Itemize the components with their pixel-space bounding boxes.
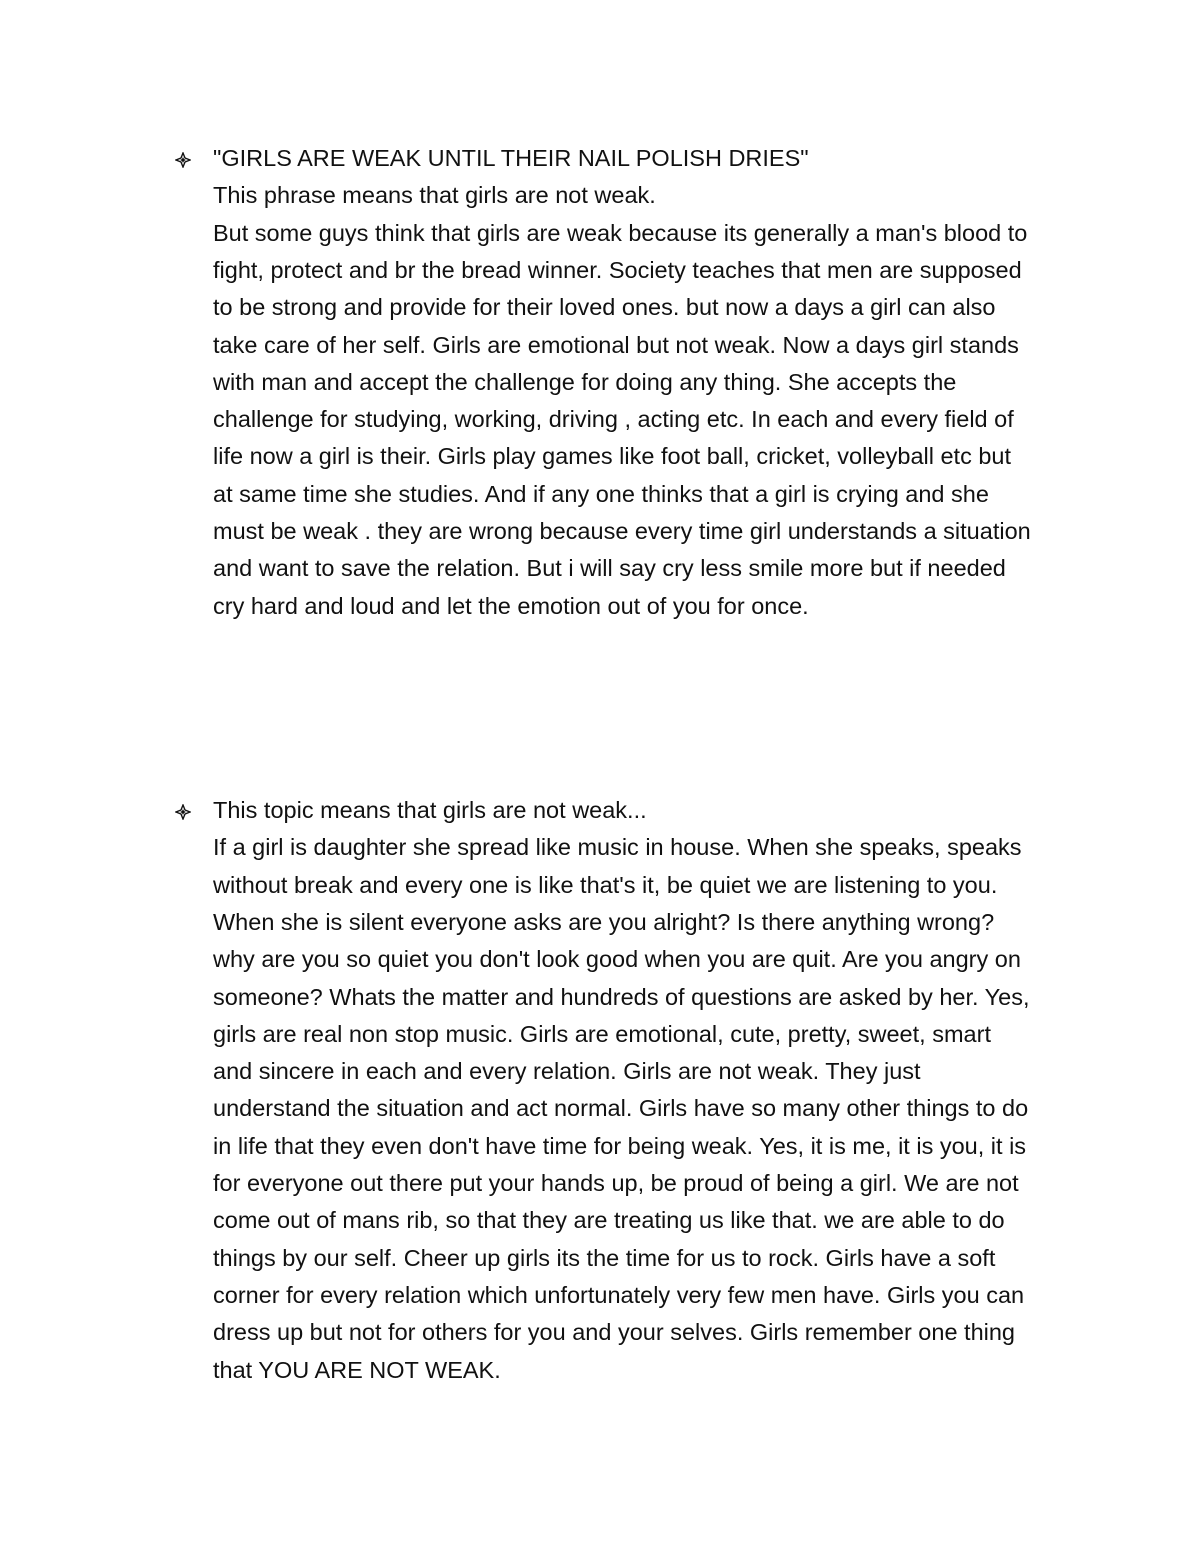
paragraph-line: dress up but not for others for you and your selves. Girls remember one thing	[213, 1319, 1016, 1346]
paragraph-line: This phrase means that girls are not weak.	[213, 182, 656, 209]
paragraph-line: But some guys think that girls are weak because its generally a man's blood to	[213, 219, 1028, 246]
four-petal-diamond-bullet-icon	[175, 152, 191, 168]
paragraph-line: things by our self. Cheer up girls its the time for us to rock. Girls have a soft	[213, 1244, 996, 1271]
paragraph-line: understand the situation and act normal. Girls have so many other things to do	[213, 1095, 1029, 1122]
paragraph-line: someone? Whats the matter and hundreds of questions are asked by her. Yes,	[213, 983, 1030, 1010]
paragraph-line: take care of her self. Girls are emotional but not weak. Now a days girl stands	[213, 331, 1019, 358]
paragraph-line: that YOU ARE NOT WEAK.	[213, 1356, 501, 1383]
paragraph-line: to be strong and provide for their loved ones. but now a days a girl can also	[213, 294, 996, 321]
paragraph-line: This topic means that girls are not weak...	[213, 797, 647, 823]
paragraph-line: cry hard and loud and let the emotion out of you for once.	[213, 592, 809, 619]
paragraph-line: and sincere in each and every relation. Girls are not weak. They just	[213, 1058, 921, 1085]
paragraph-line: corner for every relation which unfortunately very few men have. Girls you can	[213, 1281, 1025, 1308]
paragraph-line: at same time she studies. And if any one thinks that a girl is crying and she	[213, 480, 989, 507]
paragraph-line: When she is silent everyone asks are you alright? Is there anything wrong?	[213, 908, 995, 935]
paragraph-line: must be weak . they are wrong because every time girl understands a situation	[213, 518, 1031, 544]
four-petal-diamond-bullet-icon	[175, 804, 191, 820]
paragraph-line: If a girl is daughter she spread like music in house. When she speaks, speaks	[213, 834, 1022, 861]
paragraph-line: challenge for studying, working, driving , acting etc. In each and every field of	[213, 406, 1014, 433]
paragraph-line: without break and every one is like that's it, be quiet we are listening to you.	[213, 871, 998, 898]
paragraph-line: "GIRLS ARE WEAK UNTIL THEIR NAIL POLISH DRIES"	[213, 145, 809, 171]
paragraph-line: for everyone out there put your hands up, be proud of being a girl. We are not	[213, 1170, 1019, 1196]
paragraph-line: why are you so quiet you don't look good when you are quit. Are you angry on	[213, 946, 1021, 973]
paragraph-line: with man and accept the challenge for doing any thing. She accepts the	[213, 368, 957, 395]
paragraph-line: and want to save the relation. But i will say cry less smile more but if needed	[213, 555, 1006, 582]
paragraph-line: come out of mans rib, so that they are treating us like that. we are able to do	[213, 1207, 1005, 1234]
paragraph-line: in life that they even don't have time for being weak. Yes, it is me, it is you, it is	[213, 1132, 1027, 1159]
paragraph-line: life now a girl is their. Girls play games like foot ball, cricket, volleyball etc but	[213, 443, 1012, 470]
paragraph-line: girls are real non stop music. Girls are emotional, cute, pretty, sweet, smart	[213, 1020, 991, 1047]
paragraph-line: fight, protect and br the bread winner. Society teaches that men are supposed	[213, 256, 1022, 283]
